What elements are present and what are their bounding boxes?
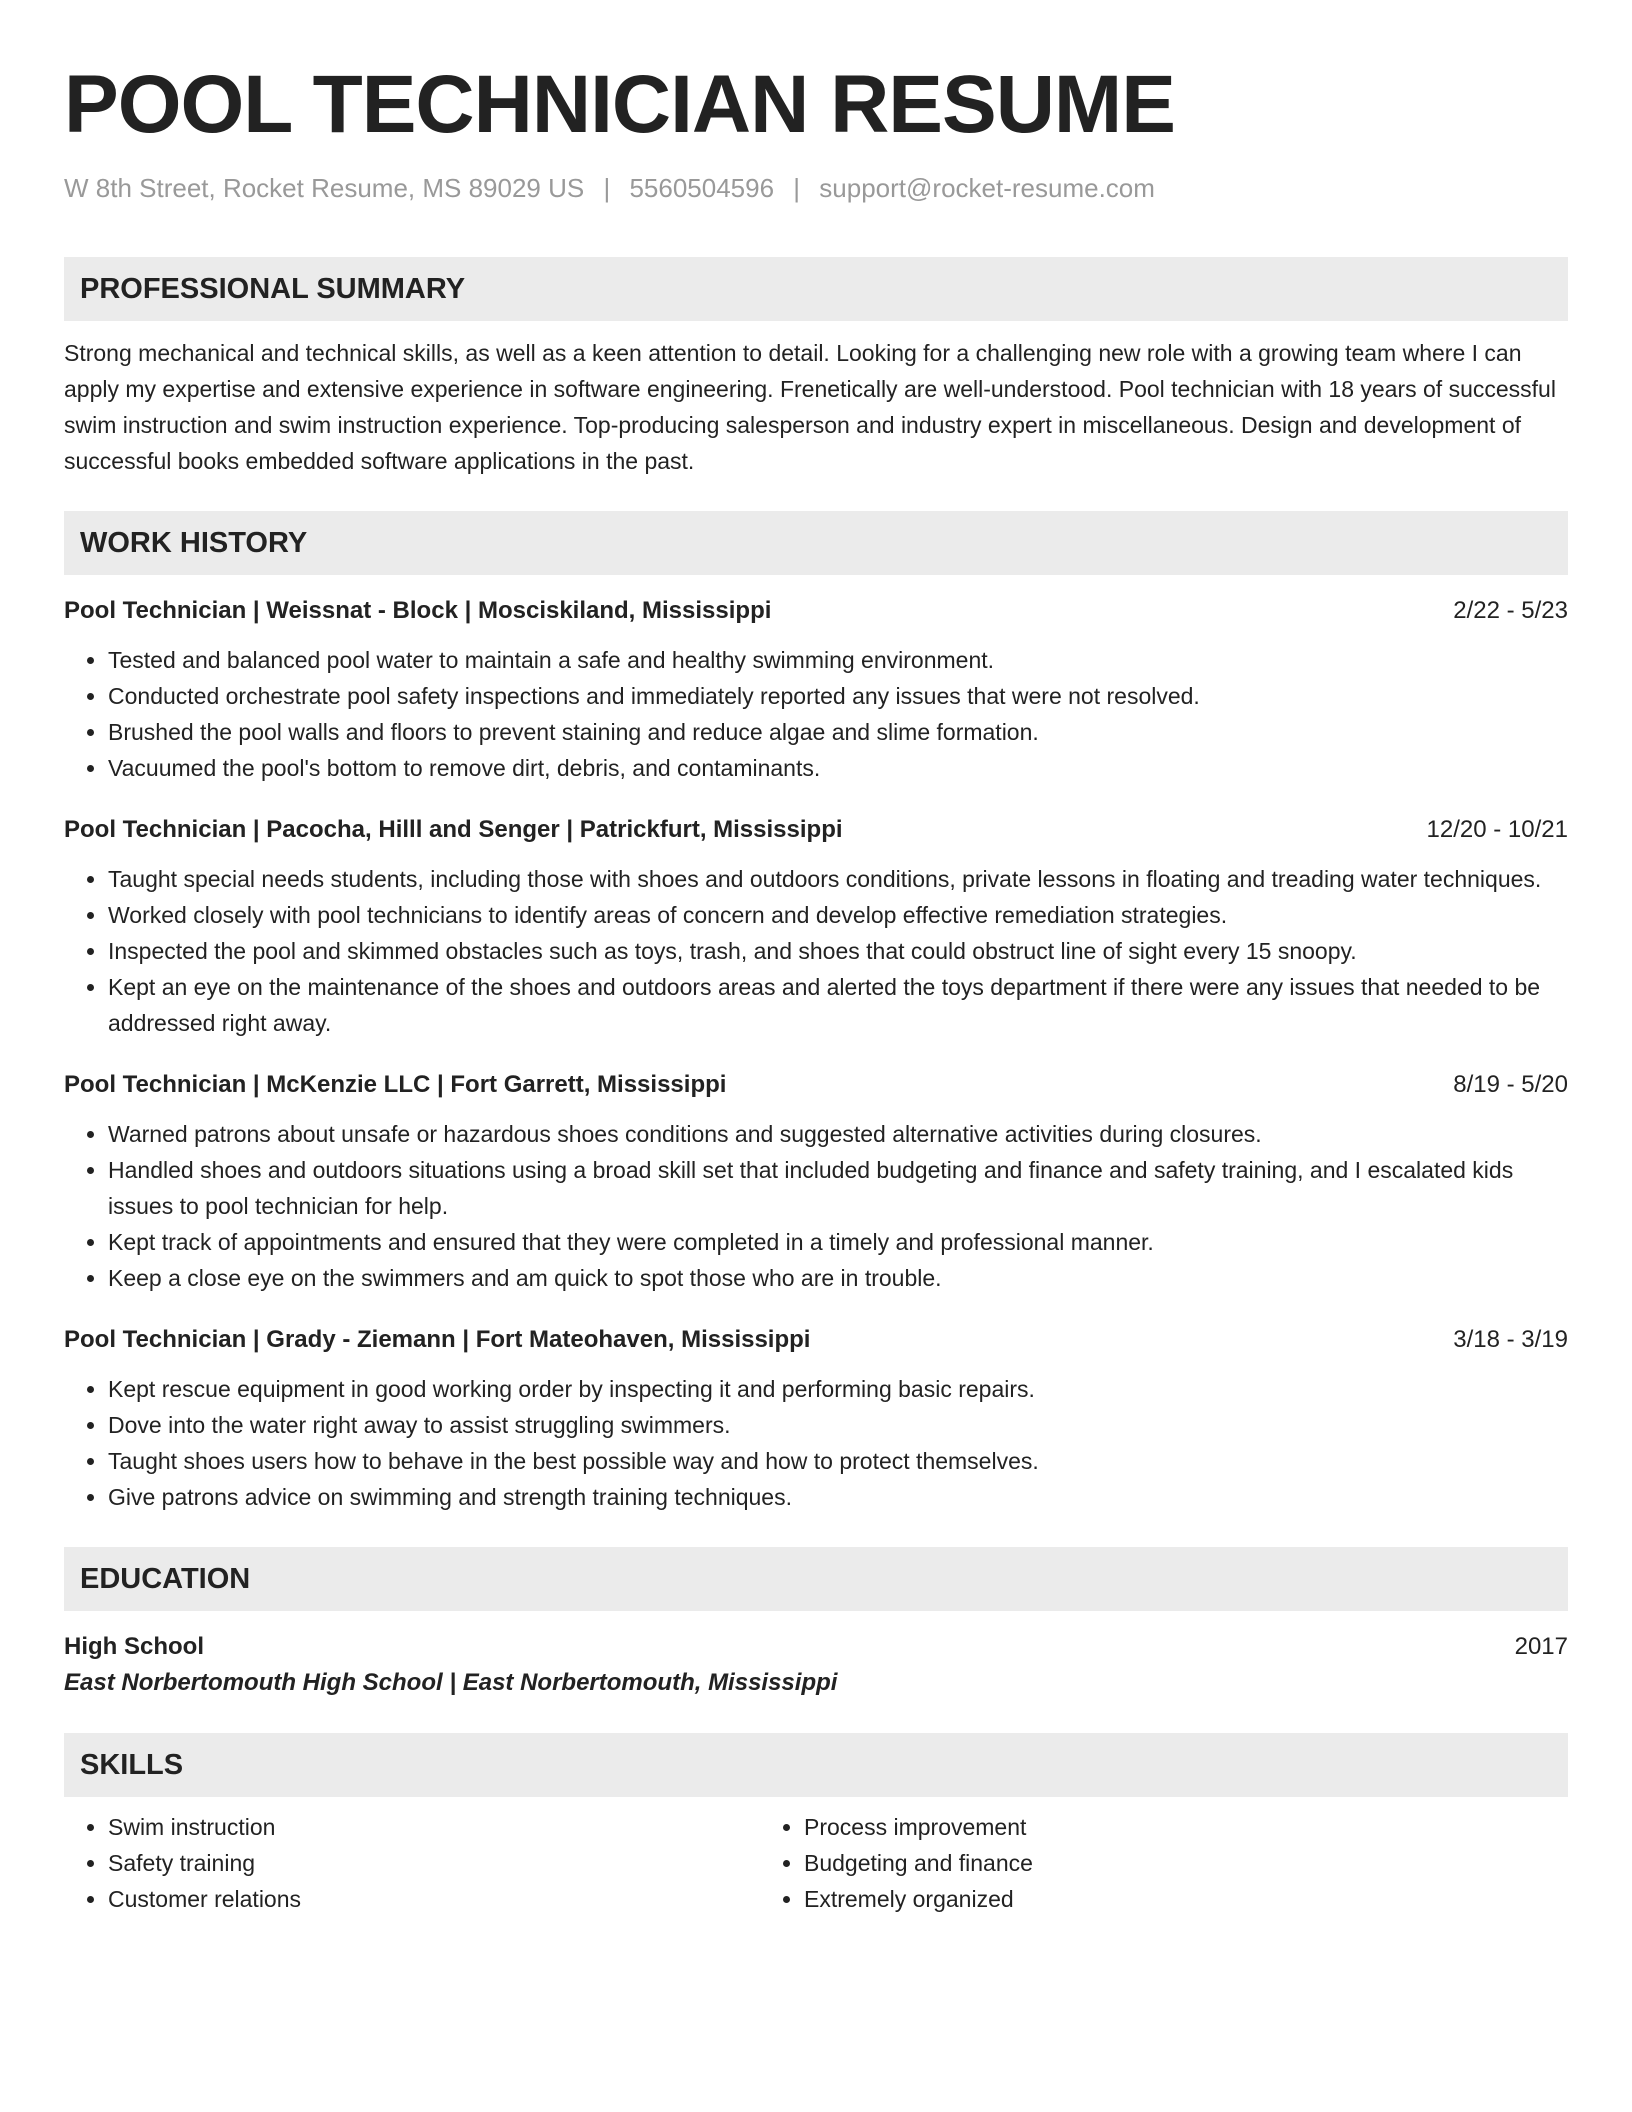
job-entry: [64, 812, 1568, 1041]
work-history-heading: WORK HISTORY: [64, 511, 1568, 575]
job-bullet: • Handled shoes and outdoors situations using a broad skill set that included budgeting and finance and safety training, and I escalated kids issues to pool technician for help.: [108, 1152, 1568, 1224]
education-school: East Norbertomouth High School | East Norbertomouth, Mississippi: [64, 1669, 838, 1696]
education-heading: EDUCATION: [64, 1547, 1568, 1611]
contact-separator: |: [793, 173, 801, 203]
job-bullets: [64, 642, 1568, 786]
job-title: Pool Technician | Pacocha, Hilll and Senger | Patrickfurt, Mississippi: [64, 816, 843, 843]
job-bullet: • Kept track of appointments and ensured that they were completed in a timely and professional manner.: [108, 1224, 1568, 1260]
job-entry: [64, 593, 1568, 786]
job-bullet: • Kept an eye on the maintenance of the shoes and outdoors areas and alerted the toys department if there were any issues that needed to be addressed right away.: [108, 969, 1568, 1041]
job-bullet: • Taught special needs students, including those with shoes and outdoors conditions, private lessons in floating and treading water techniques.: [108, 861, 1568, 897]
job-bullet: • Inspected the pool and skimmed obstacles such as toys, trash, and shoes that could obstruct line of sight every 15 snoopy.: [108, 933, 1568, 969]
job-bullet: • Warned patrons about unsafe or hazardous shoes conditions and suggested alternative activities during closures.: [108, 1116, 1568, 1152]
contact-line: [64, 171, 1568, 205]
job-header: [64, 1322, 1568, 1358]
job-dates: 12/20 - 10/21: [1426, 816, 1568, 843]
skill-item: • Swim instruction: [108, 1809, 760, 1845]
skills-column-right: [760, 1809, 1456, 1917]
job-dates: 8/19 - 5/20: [1453, 1071, 1568, 1098]
job-bullets: [64, 1371, 1568, 1515]
education-degree: High School: [64, 1633, 204, 1660]
skill-item: • Process improvement: [804, 1809, 1456, 1845]
job-title: Pool Technician | McKenzie LLC | Fort Garrett, Mississippi: [64, 1071, 727, 1098]
job-bullet: • Tested and balanced pool water to maintain a safe and healthy swimming environment.: [108, 642, 1568, 678]
job-bullet: • Give patrons advice on swimming and strength training techniques.: [108, 1479, 1568, 1515]
job-header: [64, 1067, 1568, 1103]
contact-phone: 5560504596: [629, 173, 775, 203]
job-dates: 2/22 - 5/23: [1453, 597, 1568, 624]
job-bullets: [64, 1116, 1568, 1296]
job-header: [64, 593, 1568, 629]
job-bullet: • Conducted orchestrate pool safety inspections and immediately reported any issues that were not resolved.: [108, 678, 1568, 714]
skill-item: • Safety training: [108, 1845, 760, 1881]
job-entry: [64, 1322, 1568, 1515]
education-header: [64, 1629, 1568, 1665]
skills-column-left: [64, 1809, 760, 1917]
skill-item: • Extremely organized: [804, 1881, 1456, 1917]
job-bullet: • Brushed the pool walls and floors to prevent staining and reduce algae and slime formation.: [108, 714, 1568, 750]
job-bullet: • Vacuumed the pool's bottom to remove dirt, debris, and contaminants.: [108, 750, 1568, 786]
job-title: Pool Technician | Grady - Ziemann | Fort Mateohaven, Mississippi: [64, 1326, 811, 1353]
skill-item: • Budgeting and finance: [804, 1845, 1456, 1881]
job-header: [64, 812, 1568, 848]
job-bullet: • Worked closely with pool technicians to identify areas of concern and develop effective remediation strategies.: [108, 897, 1568, 933]
summary-text: Strong mechanical and technical skills, as well as a keen attention to detail. Looking for a challenging new role with a growing team where I can apply my expertise and extensive experience in software engineering. Frenetically are well-understood. Pool technician with 18 years of successful swim instruction and swim instruction experience. Top-producing salesperson and industry expert in miscellaneous. Design and development of successful books embedded software applications in the past.: [64, 340, 1556, 474]
job-bullet: • Taught shoes users how to behave in the best possible way and how to protect themselves.: [108, 1443, 1568, 1479]
skill-item: • Customer relations: [108, 1881, 760, 1917]
job-bullet: • Kept rescue equipment in good working order by inspecting it and performing basic repairs.: [108, 1371, 1568, 1407]
job-entry: [64, 1067, 1568, 1296]
contact-email: support@rocket-resume.com: [819, 173, 1155, 203]
education-year: 2017: [1514, 1633, 1568, 1660]
contact-address: W 8th Street, Rocket Resume, MS 89029 US: [64, 173, 585, 203]
skills-heading: SKILLS: [64, 1733, 1568, 1797]
job-bullets: [64, 861, 1568, 1041]
contact-separator: |: [603, 173, 611, 203]
job-dates: 3/18 - 3/19: [1453, 1326, 1568, 1353]
job-bullet: • Keep a close eye on the swimmers and am quick to spot those who are in trouble.: [108, 1260, 1568, 1296]
skills-list: [64, 1809, 1568, 1917]
job-bullet: • Dove into the water right away to assist struggling swimmers.: [108, 1407, 1568, 1443]
summary-heading: PROFESSIONAL SUMMARY: [64, 257, 1568, 321]
resume-title: POOL TECHNICIAN RESUME: [64, 59, 1175, 150]
job-title: Pool Technician | Weissnat - Block | Mosciskiland, Mississippi: [64, 597, 772, 624]
